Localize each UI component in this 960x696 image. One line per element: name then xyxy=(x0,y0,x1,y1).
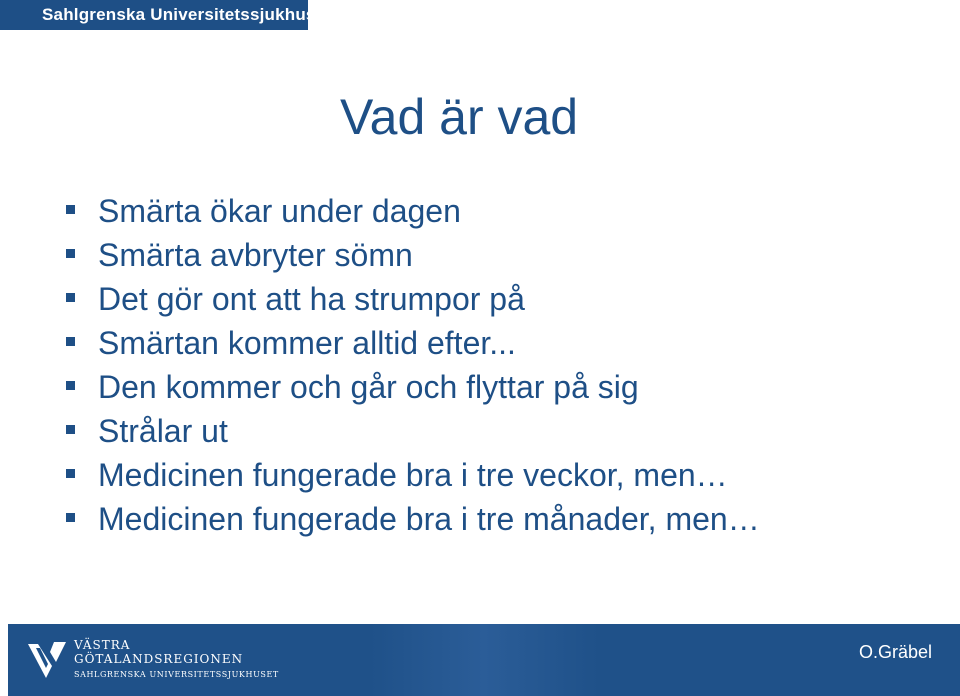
vgr-logo xyxy=(26,636,279,686)
square-bullet-icon xyxy=(66,205,75,214)
bullet-list xyxy=(66,191,760,543)
vgr-logo-icon xyxy=(26,638,68,682)
bullet-text: Den kommer och går och flyttar på sig xyxy=(98,369,639,405)
bullet-text: Medicinen fungerade bra i tre månader, men… xyxy=(98,501,760,537)
list-item xyxy=(66,279,760,323)
square-bullet-icon xyxy=(66,249,75,258)
square-bullet-icon xyxy=(66,381,75,390)
bullet-text: Det gör ont att ha strumpor på xyxy=(98,281,525,317)
list-item xyxy=(66,411,760,455)
square-bullet-icon xyxy=(66,469,75,478)
list-item xyxy=(66,367,760,411)
bullet-text: Smärta ökar under dagen xyxy=(98,193,461,229)
list-item xyxy=(66,235,760,279)
hospital-name: Sahlgrenska Universitetssjukhuset xyxy=(42,5,332,24)
list-item xyxy=(66,499,760,543)
slide-title: Vad är vad xyxy=(340,89,579,145)
list-item xyxy=(66,323,760,367)
logo-line-3: SAHLGRENSKA UNIVERSITETSSJUKHUSET xyxy=(74,670,279,679)
square-bullet-icon xyxy=(66,513,75,522)
logo-line-2: GÖTALANDSREGIONEN xyxy=(74,652,244,666)
list-item xyxy=(66,455,760,499)
footer-bar xyxy=(8,624,960,696)
author-name: O.Gräbel xyxy=(858,642,932,662)
list-item xyxy=(66,191,760,235)
header-banner xyxy=(0,0,332,30)
bullet-text: Smärta avbryter sömn xyxy=(98,237,413,273)
bullet-text: Strålar ut xyxy=(98,413,228,449)
square-bullet-icon xyxy=(66,337,75,346)
logo-line-1: VÄSTRA xyxy=(74,638,131,652)
square-bullet-icon xyxy=(66,293,75,302)
bullet-text: Medicinen fungerade bra i tre veckor, men… xyxy=(98,457,728,493)
bullet-text: Smärtan kommer alltid efter... xyxy=(98,325,516,361)
square-bullet-icon xyxy=(66,425,75,434)
